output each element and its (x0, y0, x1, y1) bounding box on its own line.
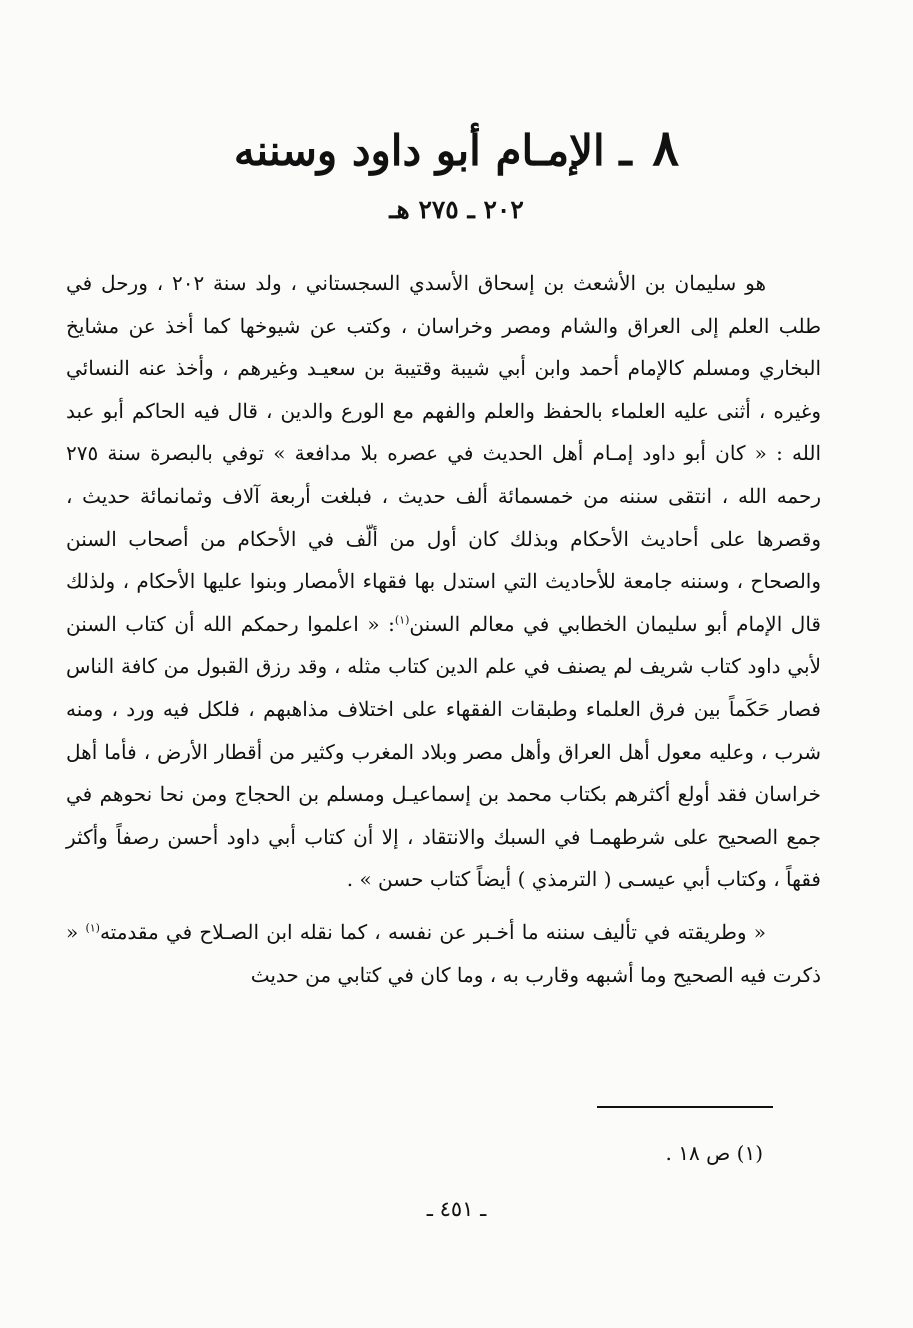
page-number: ـ ٤٥١ ـ (426, 1197, 487, 1221)
chapter-title: الإمـام أبو داود وسننه (233, 126, 605, 175)
footnote-divider (597, 1106, 773, 1108)
paragraph-2 (66, 911, 821, 996)
footnote: (١) ص ١٨ . (665, 1141, 763, 1165)
chapter-number: ٨ (652, 118, 680, 177)
paragraph-1 (66, 262, 821, 901)
chapter-heading (0, 118, 913, 181)
paragraph-2-text: « وطريقته في تأليف سننه ما أخـبر عن نفسه ، كما نقله ابن الصـلاح في مقدمته (99, 919, 766, 944)
footnote-marker: (١) (394, 613, 410, 627)
chapter-dates: ٢٠٢ ـ ٢٧٥ هـ (389, 195, 524, 224)
paragraph-1-text: هو سليمان بن الأشعث بن إسحاق الأسدي السجستاني ، ولد سنة ٢٠٢ ، ورحل في طلب العلم إلى العراق والشام ومصر وخراسان ، وكتب عن شيوخها كما أخذ عن مشايخ البخاري ومسلم كالإمام أحمد وابن أبي شيبة وقتيبة بن سعيـد وغيرهم ، وأخذ عنه النسائي وغيره ، أثنى عليه العلماء بالحفظ والعلم والفهم مع الورع والدين ، قال فيه الحاكم أبو عبد الله : « كان أبو داود إمـام أهل الحديث في عصره بلا مدافعة » توفي بالبصرة سنة ٢٧٥ رحمه الله ، انتقى سننه من خمسمائة ألف حديث ، فبلغت أربعة آلاف وثمانمائة حديث ، وقصرها على أحاديث الأحكام وبذلك كان أول من ألّف في الأحكام من أصحاب السنن والصحاح ، وسننه جامعة للأحاديث التي استدل بها فقهاء الأمصار وبنوا عليها الأحكام ، ولذلك قال الإمام أبو سليمان الخطابي في معالم السنن (66, 271, 821, 636)
footnote-marker: (١) (85, 921, 100, 935)
paragraph-1-quote: : « اعلموا رحمكم الله أن كتاب السنن لأبي داود كتاب شريف لم يصنف في علم الدين كتاب مثله ، وقد رزق القبول من كافة الناس فصار حَكَماً بين فرق العلماء وطبقات الفقهاء على اختلاف مذاهبهم ، فلكل فيه ورد ، ومنه شرب ، وعليه معول أهل العراق وأهل مصر وبلاد المغرب وكثير من أقطار الأرض ، فأما أهل خراسان فقد أولع أكثرهم بكتاب محمد بن إسماعيـل ومسلم بن الحجاج ومن نحا نحوهم في جمع الصحيح على شرطهمـا في السبك والانتقاد ، إلا أن كتاب أبي داود أحسن رصفاً وأكثر فقهاً ، وكتاب أبي عيسـى ( الترمذي ) أيضاً كتاب حسن » . (66, 611, 821, 892)
paragraph-2-quote: « ذكرت فيه الصحيح وما أشبهه وقارب به ، وما كان في كتابي من حديث (66, 919, 821, 987)
body-text (66, 262, 821, 996)
chapter-separator: ـ (619, 126, 632, 175)
